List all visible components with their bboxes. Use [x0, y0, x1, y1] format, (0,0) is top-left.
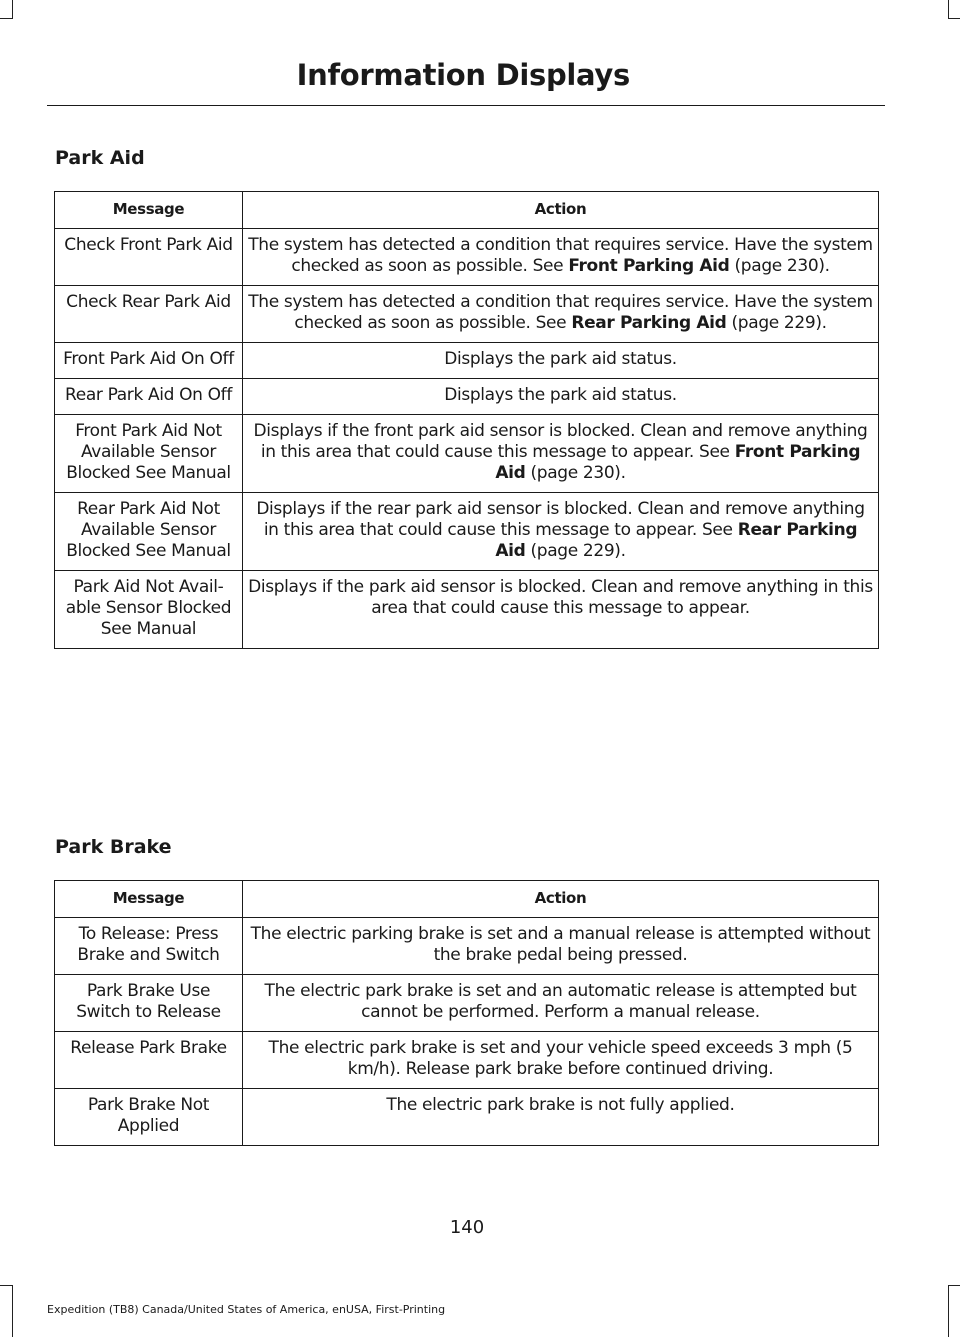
table-row [55, 493, 879, 571]
message-cell: Park Brake Use Switch to Release [55, 975, 243, 1032]
page-reference: (page 229). [726, 313, 827, 333]
section-title-park-brake: Park Brake [55, 836, 172, 858]
crop-mark-bottom-left-v [12, 1285, 13, 1337]
message-cell: Park Brake Not Applied [55, 1089, 243, 1146]
action-text: The electric park brake is not fully applied. [386, 1095, 735, 1115]
page-reference: (page 230). [729, 256, 830, 276]
action-cell [243, 229, 879, 286]
table-row [55, 918, 879, 975]
action-text: Displays if the rear park aid sensor is blocked. Clean and remove anything in this area that could cause this message to appear. See [256, 499, 865, 540]
header-rule [47, 105, 885, 106]
footer-text: Expedition (TB8) Canada/United States of America, enUSA, First-Printing [47, 1303, 446, 1316]
crop-mark-top-left-v [12, 0, 13, 18]
action-cell [243, 415, 879, 493]
message-cell: Check Rear Park Aid [55, 286, 243, 343]
action-cell [243, 918, 879, 975]
message-cell: To Release: Press Brake and Switch [55, 918, 243, 975]
action-text: The electric park brake is set and an automatic release is attempted but cannot be performed. Perform a manual release. [264, 981, 857, 1022]
action-text: The system has detected a condition that requires service. Have the system checked as soon as possible. See [248, 235, 873, 276]
message-cell: Release Park Brake [55, 1032, 243, 1089]
action-text: The electric park brake is set and your vehicle speed exceeds 3 mph (5 km/h). Release park brake before continued driving. [268, 1038, 853, 1079]
message-cell: Front Park Aid Not Available Sensor Blocked See Manual [55, 415, 243, 493]
action-text: Displays the park aid status. [444, 349, 677, 369]
action-text: Displays the park aid status. [444, 385, 677, 405]
park-brake-table-body [55, 918, 879, 1146]
crop-mark-bottom-right-h [948, 1285, 960, 1286]
action-cell [243, 1032, 879, 1089]
page-reference: (page 230). [525, 463, 626, 483]
cross-reference-link[interactable]: Front Parking Aid [568, 256, 730, 276]
table-row [55, 1089, 879, 1146]
table-row [55, 975, 879, 1032]
message-cell: Rear Park Aid Not Available Sensor Blocked See Manual [55, 493, 243, 571]
crop-mark-top-right-v [948, 0, 949, 18]
action-cell [243, 343, 879, 379]
table-row [55, 1032, 879, 1089]
action-cell [243, 571, 879, 649]
action-cell [243, 379, 879, 415]
action-cell [243, 1089, 879, 1146]
table-row [55, 286, 879, 343]
message-cell: Check Front Park Aid [55, 229, 243, 286]
crop-mark-top-right-h [948, 18, 960, 19]
table-row [55, 415, 879, 493]
table-row [55, 571, 879, 649]
column-header-message: Message [55, 192, 243, 229]
message-cell: Front Park Aid On Off [55, 343, 243, 379]
action-cell [243, 493, 879, 571]
action-text: The electric parking brake is set and a manual release is attempted without the brake pedal being pressed. [250, 924, 871, 965]
cross-reference-link[interactable]: Rear Parking Aid [571, 313, 727, 333]
action-text: Displays if the park aid sensor is blocked. Clean and remove anything in this area that could cause this message to appear. [248, 577, 873, 618]
crop-mark-bottom-left-h [0, 1285, 13, 1286]
crop-mark-bottom-right-v [948, 1285, 949, 1337]
table-row [55, 379, 879, 415]
table-header-row [55, 881, 879, 918]
crop-mark-top-left-h [0, 18, 13, 19]
cross-reference-link[interactable]: Front Parking Aid [495, 442, 861, 483]
action-text: Displays if the front park aid sensor is blocked. Clean and remove anything in this area that could cause this message to appear. See [253, 421, 868, 462]
cross-reference-link[interactable]: Rear Parking Aid [495, 520, 858, 561]
column-header-action: Action [243, 192, 879, 229]
section-title-park-aid: Park Aid [55, 147, 145, 169]
action-text: The system has detected a condition that requires service. Have the system checked as soon as possible. See [248, 292, 873, 333]
column-header-message: Message [55, 881, 243, 918]
table-header-row [55, 192, 879, 229]
action-cell [243, 286, 879, 343]
table-row [55, 229, 879, 286]
message-cell: Park Aid Not Avail-able Sensor Blocked See Manual [55, 571, 243, 649]
action-cell [243, 975, 879, 1032]
table-row [55, 343, 879, 379]
park-aid-table-body [55, 229, 879, 649]
column-header-action: Action [243, 881, 879, 918]
page-number: 140 [449, 1217, 485, 1238]
message-cell: Rear Park Aid On Off [55, 379, 243, 415]
page-reference: (page 229). [525, 541, 626, 561]
park-brake-table [54, 880, 879, 1146]
park-aid-table [54, 191, 879, 649]
page-header-title: Information Displays [296, 58, 630, 92]
